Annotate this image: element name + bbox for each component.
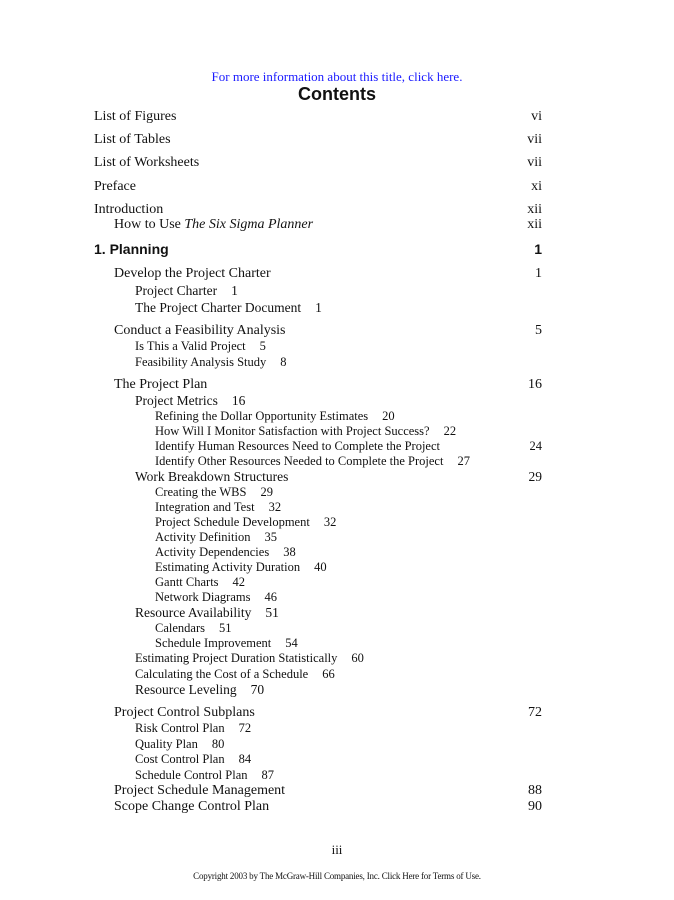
toc-entry-other-resources[interactable] (94, 454, 542, 469)
toc-entry-page: 1 (315, 300, 322, 315)
toc-entry-label: Project Schedule Development (155, 515, 310, 529)
toc-entry-wbs[interactable] (94, 469, 542, 485)
chapter-label: 1. Planning (94, 241, 169, 257)
toc-entry-label: Estimating Project Duration Statistically (135, 651, 338, 665)
toc-entry-activity-duration[interactable] (94, 560, 542, 575)
toc-entry-schedule-management[interactable] (94, 783, 542, 799)
toc-entry-integration-test[interactable] (94, 500, 542, 515)
toc-entry-page: 5 (535, 323, 542, 338)
toc-entry-gantt-charts[interactable] (94, 575, 542, 590)
toc-entry-label: Develop the Project Charter (114, 266, 271, 281)
toc-entry-page: 72 (238, 721, 252, 735)
toc-entry-scope-change[interactable] (94, 799, 542, 815)
toc-entry-risk-control-plan[interactable] (94, 721, 542, 737)
toc-entry-label: The Project Charter Document (135, 300, 302, 315)
toc-entry-activity-dependencies[interactable] (94, 545, 542, 560)
toc-entry-label: Schedule Improvement (155, 636, 272, 650)
toc-entry-label: Estimating Activity Duration (155, 560, 301, 574)
toc-entry-creating-wbs[interactable] (94, 485, 542, 500)
toc-entry-resource-availability[interactable] (94, 605, 542, 621)
toc-entry-page: 70 (250, 682, 265, 697)
toc-entry-page: vii (527, 155, 542, 170)
toc-entry-resource-leveling[interactable] (94, 682, 542, 698)
toc-entry-page: 32 (268, 500, 282, 514)
toc-entry-page: 72 (528, 705, 542, 720)
toc-entry-label: List of Figures (94, 109, 177, 124)
toc-entry-page: 38 (283, 545, 296, 559)
toc-entry-page: 42 (232, 575, 246, 589)
toc-entry-label: Activity Dependencies (155, 545, 270, 559)
toc-entry-page: 87 (261, 767, 274, 782)
toc-entry-schedule-improvement[interactable] (94, 636, 542, 651)
toc-entry-label: Preface (94, 179, 136, 194)
toc-entry-label: Refining the Dollar Opportunity Estimates (155, 409, 369, 423)
toc-entry-label: Project Control Subplans (114, 705, 255, 720)
toc-entry-list-of-worksheets[interactable] (94, 154, 542, 171)
toc-entry-feasibility-study[interactable] (94, 355, 542, 371)
toc-entry-network-diagrams[interactable] (94, 590, 542, 605)
toc-entry-page: 88 (528, 783, 542, 798)
book-title-italic: The Six Sigma Planner (184, 217, 314, 232)
toc-entry-label: Gantt Charts (155, 575, 219, 589)
toc-entry-project-plan-section[interactable] (94, 377, 542, 393)
toc-entry-page: 46 (264, 590, 277, 604)
toc-entry-feasibility-section[interactable] (94, 323, 542, 339)
toc-entry-label: Cost Control Plan (135, 752, 225, 766)
toc-entry-label: List of Tables (94, 132, 171, 147)
toc-entry-label: Project Schedule Management (114, 783, 286, 798)
toc-entry-label: Risk Control Plan (135, 721, 225, 735)
toc-entry-label: Resource Availability (135, 605, 252, 620)
toc-entry-label: Project Charter (135, 283, 218, 298)
toc-entry-project-metrics[interactable] (94, 393, 542, 409)
copyright-notice[interactable]: Copyright 2003 by The McGraw-Hill Companies, Inc. Click Here for Terms of Use. (193, 871, 481, 881)
toc-entry-cost-control-plan[interactable] (94, 752, 542, 768)
toc-entry-introduction[interactable] (94, 201, 542, 218)
toc-entry-page: 32 (323, 515, 337, 529)
toc-entry-label: Identify Other Resources Needed to Complete the Project (155, 454, 444, 468)
toc-entry-estimating-duration[interactable] (94, 651, 542, 667)
toc-entry-label: Creating the WBS (155, 485, 247, 499)
toc-entry-label: Scope Change Control Plan (114, 799, 270, 814)
toc-entry-human-resources[interactable] (94, 439, 542, 454)
toc-entry-label: The Project Plan (114, 377, 208, 392)
toc-entry-label: Quality Plan (135, 736, 198, 751)
page-title: Contents (298, 84, 376, 104)
toc-entry-page: xii (527, 202, 542, 217)
toc-entry-schedule-control-plan[interactable] (94, 768, 542, 784)
toc-entry-how-to-use[interactable] (94, 217, 542, 233)
toc-entry-label: Network Diagrams (155, 590, 251, 604)
toc-entry-page: 29 (528, 469, 542, 484)
toc-entry-label: How to Use (114, 217, 185, 232)
toc-entry-page: 27 (457, 454, 470, 468)
toc-entry-page: 35 (264, 530, 277, 544)
toc-entry-page: 80 (211, 736, 225, 751)
toc-entry-label: Is This a Valid Project (135, 339, 246, 353)
toc-entry-label: Resource Leveling (135, 682, 237, 697)
toc-chapter-planning[interactable] (94, 240, 542, 258)
toc-entry-page: 84 (238, 752, 252, 766)
toc-entry-monitor-satisfaction[interactable] (94, 424, 542, 439)
toc-entry-charter-document[interactable] (94, 300, 542, 316)
toc-entry-page: xii (527, 217, 542, 232)
toc-entry-page: 1 (534, 241, 542, 257)
toc-entry-activity-definition[interactable] (94, 530, 542, 545)
toc-entry-label: Feasibility Analysis Study (135, 354, 267, 369)
toc-entry-page: 51 (265, 605, 279, 620)
toc-entry-label: Activity Definition (155, 530, 251, 544)
toc-entry-calendars[interactable] (94, 621, 542, 636)
toc-entry-label: Work Breakdown Structures (135, 469, 289, 484)
toc-entry-page: 16 (528, 377, 542, 392)
toc-entry-label: Schedule Control Plan (135, 767, 248, 782)
toc-entry-page: 1 (231, 283, 238, 298)
toc-entry-quality-plan[interactable] (94, 737, 542, 753)
toc-entry-dollar-opportunity[interactable] (94, 409, 542, 424)
table-of-contents (94, 108, 542, 815)
toc-entry-page: 54 (285, 636, 298, 650)
toc-entry-list-of-figures[interactable] (94, 108, 542, 125)
toc-entry-label: Conduct a Feasibility Analysis (114, 323, 286, 338)
toc-entry-label: Integration and Test (155, 500, 255, 514)
toc-entry-list-of-tables[interactable] (94, 131, 542, 148)
page-number: iii (331, 842, 343, 857)
toc-entry-page: 29 (260, 485, 273, 499)
toc-entry-page: 1 (535, 266, 542, 281)
toc-entry-page: 51 (218, 621, 232, 635)
toc-entry-page: 5 (259, 339, 266, 353)
toc-entry-schedule-development[interactable] (94, 515, 542, 530)
toc-entry-page: 40 (314, 560, 327, 574)
toc-entry-label: How Will I Monitor Satisfaction with Project Success? (155, 424, 430, 438)
toc-entry-project-charter-section[interactable] (94, 266, 542, 282)
toc-entry-page: 20 (382, 409, 395, 423)
toc-entry-calculating-cost[interactable] (94, 667, 542, 683)
toc-entry-label: Calculating the Cost of a Schedule (135, 666, 309, 681)
toc-entry-valid-project[interactable] (94, 339, 542, 355)
toc-entry-page: 22 (443, 424, 457, 438)
toc-entry-label: Identify Human Resources Need to Complete the Project (155, 439, 440, 453)
toc-entry-page: 60 (351, 651, 364, 665)
toc-entry-page: 24 (529, 439, 542, 453)
toc-entry-page: 8 (280, 354, 287, 369)
toc-entry-page: 90 (528, 799, 542, 814)
toc-entry-preface[interactable] (94, 178, 542, 195)
toc-entry-page: vi (531, 109, 542, 124)
toc-entry-page: 16 (231, 393, 246, 408)
toc-entry-project-charter[interactable] (94, 283, 542, 299)
more-info-link[interactable]: For more information about this title, click here. (211, 69, 463, 84)
toc-entry-label: List of Worksheets (94, 155, 200, 170)
toc-entry-page: xi (531, 179, 542, 194)
toc-entry-label: Calendars (155, 621, 205, 635)
toc-entry-page: vii (527, 132, 542, 147)
toc-entry-page: 66 (322, 666, 335, 681)
toc-entry-label: Introduction (94, 202, 164, 217)
toc-entry-label: Project Metrics (135, 393, 218, 408)
toc-entry-control-subplans[interactable] (94, 705, 542, 721)
